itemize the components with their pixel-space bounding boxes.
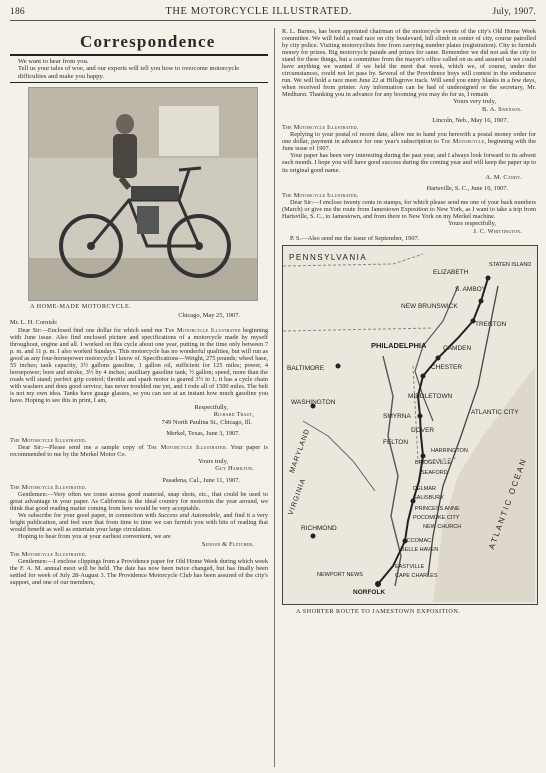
candy-dateline: Lincoln, Neb., May 16, 1907. (432, 116, 508, 124)
map-label-seaford: SEAFORD (421, 469, 448, 476)
map-label-maryland: MARYLAND (288, 427, 312, 475)
candy-para-2: Your paper has been very interesting during the past year, and I always look forward to its advent each month. I hope you will have good success during the coming year and will keep the paper up to its original good name. (282, 152, 536, 174)
map-label-middletown: MIDDLETOWN (408, 392, 453, 400)
route-map (282, 245, 538, 605)
hamilton-closing: Yours truly, (198, 458, 228, 466)
letter-swenson-start (10, 551, 268, 586)
column-divider (274, 28, 275, 767)
swenson-salutation: The Motorcycle Illustrated. (10, 550, 87, 558)
fletcher-para-3: Hoping to hear from you at your earliest convenient, we are (18, 533, 171, 541)
map-label-delmar: DELMAR (413, 485, 436, 492)
cornish-salutation: Mr. L. H. Cornish: (10, 319, 58, 327)
hamilton-signature: Guy Hamilton. (215, 465, 254, 473)
fletcher-dateline: Pasadena, Cal., June 11, 1907. (162, 476, 240, 484)
motorcycle-photo (28, 87, 258, 301)
candy-para-1-lead: Replying to your postal of recent date, allow me to hand you herewith a postal money order for one dollar, payment in advance for one year's subscription to (282, 131, 536, 146)
map-label-felton: FELTON (383, 438, 409, 446)
cornish-body-publication: The Motorcycle Illustrated (164, 326, 241, 334)
intro-line-2: Tell us your tales of woe, and our experts will tell you how to overcome motorcycle difficulties and make you happy. (18, 65, 240, 80)
letter-whittington (282, 185, 536, 242)
page-number: 186 (10, 7, 25, 17)
letter-cornish (10, 312, 268, 426)
whittington-salutation: The Motorcycle Illustrated. (282, 191, 359, 199)
map-label-new-brunswick: NEW BRUNSWICK (401, 302, 458, 310)
map-label-washington: WASHINGTON (291, 398, 336, 406)
map-label-virginia: VIRGINIA (287, 477, 308, 517)
map-label-cape-charles: CAPE CHARLES (395, 572, 438, 579)
whittington-signature: J. C. Whittington. (473, 227, 522, 235)
intro-rule (10, 82, 268, 83)
whittington-dateline: Hartsville, S. C., June 10, 1907. (426, 184, 508, 192)
cornish-dateline: Chicago, May 25, 1907. (178, 312, 240, 320)
hamilton-body-lead: Dear Sir:—Please send me a sample copy of (18, 444, 148, 452)
map-label-smyrna: SMYRNA (383, 412, 411, 420)
hamilton-body-publication: The Motorcycle Illustrated (147, 444, 226, 452)
candy-para-1-publication: The Motorcycle (440, 138, 485, 146)
cornish-closing: Respectfully, (194, 404, 228, 412)
whittington-closing: Yours respectfully, (448, 220, 496, 228)
fletcher-signature: Senour & Fletcher. (201, 540, 254, 548)
candy-para-1 (282, 131, 536, 152)
map-label-richmond: RICHMOND (301, 524, 337, 532)
map-label-camden: CAMDEN (443, 344, 472, 352)
fletcher-para-2-publication: Success and Automobile (158, 512, 220, 520)
fletcher-closing-row (10, 533, 268, 540)
map-label-philadelphia: PHILADELPHIA (371, 340, 427, 350)
whittington-postscript: P. S.—Also send me the issue of September, 1907. (290, 234, 420, 242)
cornish-signature: Richard Traut, (213, 411, 254, 419)
hamilton-dateline: Merkel, Texas, June 3, 1907. (166, 429, 240, 437)
cornish-body-lead: Dear Sir:—Enclosed find one dollar for which send me (18, 326, 165, 334)
cornish-body (10, 327, 268, 405)
letter-fletcher (10, 477, 268, 548)
publication-title: THE MOTORCYCLE ILLUSTRATED. (165, 6, 352, 17)
map-caption: A SHORTER ROUTE TO JAMESTOWN EXPOSITION. (296, 607, 461, 615)
hamilton-body-rest: . Your paper is recommended to me by the Merkel Motor Co. (10, 444, 268, 459)
section-intro (18, 58, 250, 80)
section-rule (10, 54, 268, 56)
map-label-s-amboy: S. AMBOY (455, 285, 487, 293)
letter-candy (282, 117, 536, 181)
hamilton-body (10, 444, 268, 458)
fletcher-para-2-lead: We subscribe for your good paper, in connection with (18, 512, 159, 520)
map-label-elizabeth: ELIZABETH (433, 268, 469, 276)
map-label-bridgeville: BRIDGEVILLE (415, 459, 452, 466)
issue-date: July, 1907. (492, 7, 536, 17)
header-rule (10, 20, 536, 21)
map-label-trenton: TRENTON (475, 320, 507, 328)
map-label-accomac: ACCOMAC (403, 537, 432, 544)
left-column (10, 28, 268, 586)
letter-swenson-cont (282, 28, 536, 113)
map-label-eastville: EASTVILLE (395, 563, 425, 570)
map-label-baltimore: BALTIMORE (287, 364, 325, 372)
whittington-para-1: Dear Sir:—I enclose twenty cents in stamps, for which please send me one of your back numbers (March) or give me the route from Jamestown Exposition to New York, as I want to take a trip from Hartsville, S. C., to Jamestown, and from there to New York on my Merkel machine. (282, 199, 536, 221)
candy-para-1-rest: , beginning with the June issue of 1907. (282, 138, 536, 153)
swenson-para-1-continued: R. L. Barnes, has been appointed chairman of the motorcycle events of the city's Old Home Week committee. We will hold a road race on city boulevard, hill climb in center of city, course patrolled by city police. Visiting motorcyclists free from carrying number plates (registration). City to furnish money for prizes. Big motorcycle parade and prizes for same. Remember we did not ask the city to stand for these things, but a committee from the mayor's office called on us and assured us we could have anything we wanted if we held the meet that week, which we, of course, under the circumstances, could not let pass by. Several of the Providence boys will contest in the endurance run. We will hold a race meet June 22 at Hillsgrove track. Will send you entry blanks in a few days, when received from printer. Any information can be had of undersigned or the secretary, Mr. Medhurst. Thanking you in advance for any booming you may do for us, I remain (282, 28, 536, 99)
intro-line-1: We want to hear from you. (18, 58, 89, 65)
map-label-princess-anne: PRINCESS ANNE (415, 505, 460, 512)
map-label-atlantic-city: ATLANTIC CITY (471, 408, 519, 416)
map-label-new-church: NEW CHURCH (423, 523, 462, 530)
map-label-belle-haven: BELLE HAVEN (401, 546, 439, 553)
cornish-body-rest: beginning with June issue. Also find enclosed picture and specifications of a motorcycle made by myself throughout, engine and all. I worked on this cycle about one year, putting in the time only between 7 p. m. and 11 p. m. I also worked Sundays. This motorcycle has no wonderful qualities, but will run as good as any four-horsepower motorcycle I know of. Specifications—Weight, 275 pounds; wheel base, 55 inches; tank capacity, 3½ gallons gasoline, 1 gallon oil, sufficient for 125 miles; power, 4 horsepower; bore and stroke, 3½ by 4 inches; auxiliary gasoline tank, ½ gallon; speed, more than the roads will stand; perfect grip control; throttle and spark motor is geared 3½ to 1; it has a cycle chain with washers and does good service; has never troubled me yet, and I rode all of 1500 miles. The belt is not my own idea. Tanks have guage glasses, so you can see at an instant how much gasoline you have. Hoping to see this in print, I am, (10, 326, 268, 405)
motorcycle-illustration (29, 88, 257, 300)
fletcher-salutation: The Motorcycle Illustrated. (10, 483, 87, 491)
candy-salutation: The Motorcycle Illustrated. (282, 124, 359, 132)
running-head (10, 6, 536, 17)
map-label-norfolk: NORFOLK (353, 588, 386, 596)
right-column (282, 28, 536, 615)
map-label-atlantic-ocean: ATLANTIC OCEAN (487, 456, 529, 551)
map-label-pennsylvania: PENNSYLVANIA (289, 252, 368, 262)
map-label-harrington: HARRINGTON (431, 447, 468, 454)
route-map-svg (283, 246, 535, 602)
map-label-dover: DOVER (411, 426, 435, 434)
swenson-para-1: Gentlemen:—I enclose clippings from a Providence paper for Old Home Week during which week the F. A. M. annual meet will be held. The date has now been twice changed, but has finally been settled for week of July 28-August 3. The Providence Motorcycle Club has been assured of the city's support, and one of our members, (10, 557, 268, 587)
letter-hamilton (10, 430, 268, 473)
fletcher-para-1: Gentlemen:—Very often we come across good material, snap shots, etc., that could be used to great advantage in your paper. As California is the ideal country for motorists the year around, we think that good reading matter coming from here would be very acceptable. (10, 491, 268, 513)
fletcher-para-2-rest: , and find it a very bright publication, and feel sure that from time to time we can furnish you with bits of reading that would benefit as well as entertain your large circulation. (10, 512, 269, 534)
fletcher-para-2 (10, 512, 268, 533)
map-label-newport-news: NEWPORT NEWS (317, 571, 363, 578)
cornish-address: 749 North Paulina St., Chicago, Ill. (161, 418, 252, 426)
candy-signature: A. M. Candy. (485, 173, 522, 181)
map-label-pocomoke-city: POCOMOKE CITY (413, 514, 460, 521)
section-title: Correspondence (80, 32, 216, 51)
map-label-staten-island: STATEN ISLAND (489, 261, 532, 268)
photo-caption: A HOME-MADE MOTORCYCLE. (30, 303, 132, 311)
map-label-chester: CHESTER (431, 363, 463, 371)
swenson-signature: B. A. Swenson. (482, 105, 522, 113)
map-label-salisbury: SALISBURY (413, 494, 444, 501)
hamilton-salutation: The Motorcycle Illustrated. (10, 436, 87, 444)
swenson-closing: Yours very truly, (453, 98, 496, 106)
